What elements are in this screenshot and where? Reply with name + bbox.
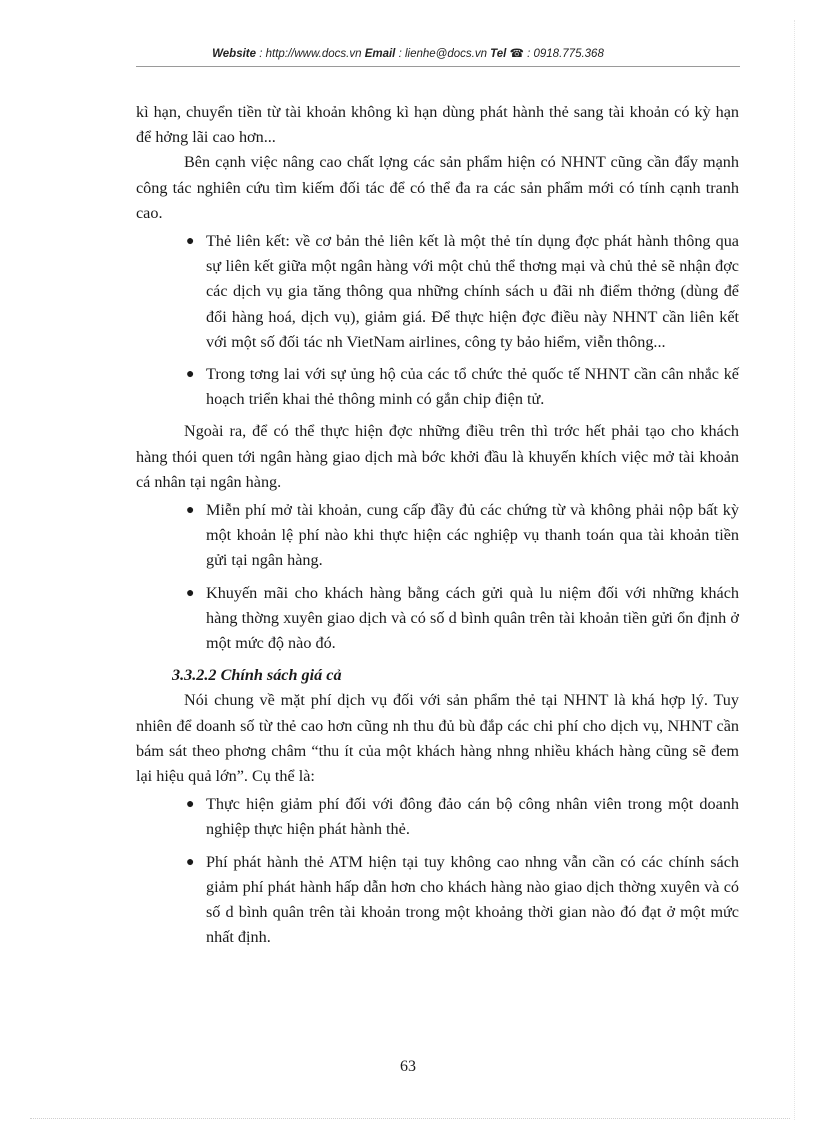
list-item: [136, 850, 739, 951]
bullet-list-3: [136, 792, 739, 950]
page-header: [0, 46, 816, 60]
list-item: [136, 581, 739, 657]
bullet-icon: ●: [186, 854, 195, 870]
website-value[interactable]: : http://www.docs.vn: [259, 48, 362, 60]
email-value[interactable]: : lienhe@docs.vn: [398, 48, 487, 60]
bullet-icon: ●: [186, 367, 195, 383]
list-item-text: Trong tơng lai với sự ủng hộ của các tổ chức thẻ quốc tế NHNT cần cân nhắc kế hoạch triển khai thẻ thông minh có gắn chip điện tử.: [206, 365, 739, 409]
website-label: Website: [212, 48, 257, 60]
paragraph-2: Bên cạnh việc nâng cao chất lợng các sản phẩm hiện có NHNT cũng cần đẩy mạnh công tác nghiên cứu tìm kiếm đối tác để có thể đa ra các sản phẩm mới có tính cạnh tranh cao.: [136, 153, 739, 222]
paragraph-4: Nói chung về mặt phí dịch vụ đối với sản phẩm thẻ tại NHNT là khá hợp lý. Tuy nhiên để doanh số từ thẻ cao hơn cũng nh thu đủ bù đắp các chi phí cho dịch vụ, NHNT cần bám sát theo phơng châm “thu ít của một khách hàng nhng nhiều khách hàng cũng sẽ đem lại hiệu quả lớn”. Cụ thể là:: [136, 691, 739, 786]
page-bottom-border: [30, 1118, 790, 1119]
bullet-list-1: [136, 229, 739, 412]
list-item: [136, 362, 739, 412]
header-divider: [136, 66, 740, 67]
bullet-icon: ●: [186, 585, 195, 601]
list-item-text: Thực hiện giảm phí đối với đông đảo cán bộ công nhân viên trong một doanh nghiệp thực hiện phát hành thẻ.: [206, 795, 739, 839]
list-item-text: Phí phát hành thẻ ATM hiện tại tuy không cao nhng vẫn cần có các chính sách giảm phí phát hành hấp dẫn hơn cho khách hàng nào giao dịch thờng xuyên và có số d bình quân trên tài khoản trong một khoảng thời gian nào đó đạt ở một mức nhất định.: [206, 852, 739, 947]
bullet-icon: ●: [186, 797, 195, 813]
page-body: [136, 100, 739, 958]
bullet-icon: ●: [186, 503, 195, 519]
phone-icon: ☎: [509, 48, 524, 60]
tel-label: Tel: [490, 48, 507, 60]
section-heading: 3.3.2.2 Chính sách giá cả: [172, 666, 342, 685]
list-item: [136, 498, 739, 574]
paragraph-1: kì hạn, chuyển tiền từ tài khoản không kì hạn dùng phát hành thẻ sang tài khoản có kỳ hạn để hởng lãi cao hơn...: [136, 103, 739, 147]
email-label: Email: [364, 48, 396, 60]
page-right-border: [794, 20, 795, 1120]
list-item: [136, 792, 739, 842]
bullet-list-2: [136, 498, 739, 656]
list-item-text: Khuyến mãi cho khách hàng bằng cách gửi quà lu niệm đối với những khách hàng thờng xuyên giao dịch và có số d bình quân trên tài khoản tiền gửi ổn định ở một mức độ nào đó.: [206, 583, 739, 653]
tel-value: : 0918.775.368: [527, 48, 604, 60]
list-item-text: Thẻ liên kết: về cơ bản thẻ liên kết là một thẻ tín dụng đợc phát hành thông qua sự liên kết giữa một ngân hàng với một chủ thể thơng mại và chủ thẻ sẽ nhận đợc các dịch vụ gia tăng thông qua những chính sách u đãi nh điểm thởng (dùng để đổi hàng hoá, dịch vụ), giảm giá. Để thực hiện đợc điều này NHNT cần liên kết với một số đối tác nh VietNam airlines, công ty bảo hiểm, viễn thông...: [206, 232, 739, 351]
paragraph-3: Ngoài ra, để có thể thực hiện đợc những điều trên thì trớc hết phải tạo cho khách hàng thói quen tới ngân hàng giao dịch mà bớc khởi đầu là khuyến khích việc mở tài khoản cá nhân tại ngân hàng.: [136, 422, 739, 491]
bullet-icon: ●: [186, 234, 195, 250]
page-number: 63: [400, 1058, 416, 1075]
list-item-text: Miễn phí mở tài khoản, cung cấp đầy đủ các chứng từ và không phải nộp bất kỳ một khoản lệ phí nào khi thực hiện các nghiệp vụ thanh toán qua tài khoản tiền gửi tại ngân hàng.: [206, 501, 739, 570]
list-item: [136, 229, 739, 355]
